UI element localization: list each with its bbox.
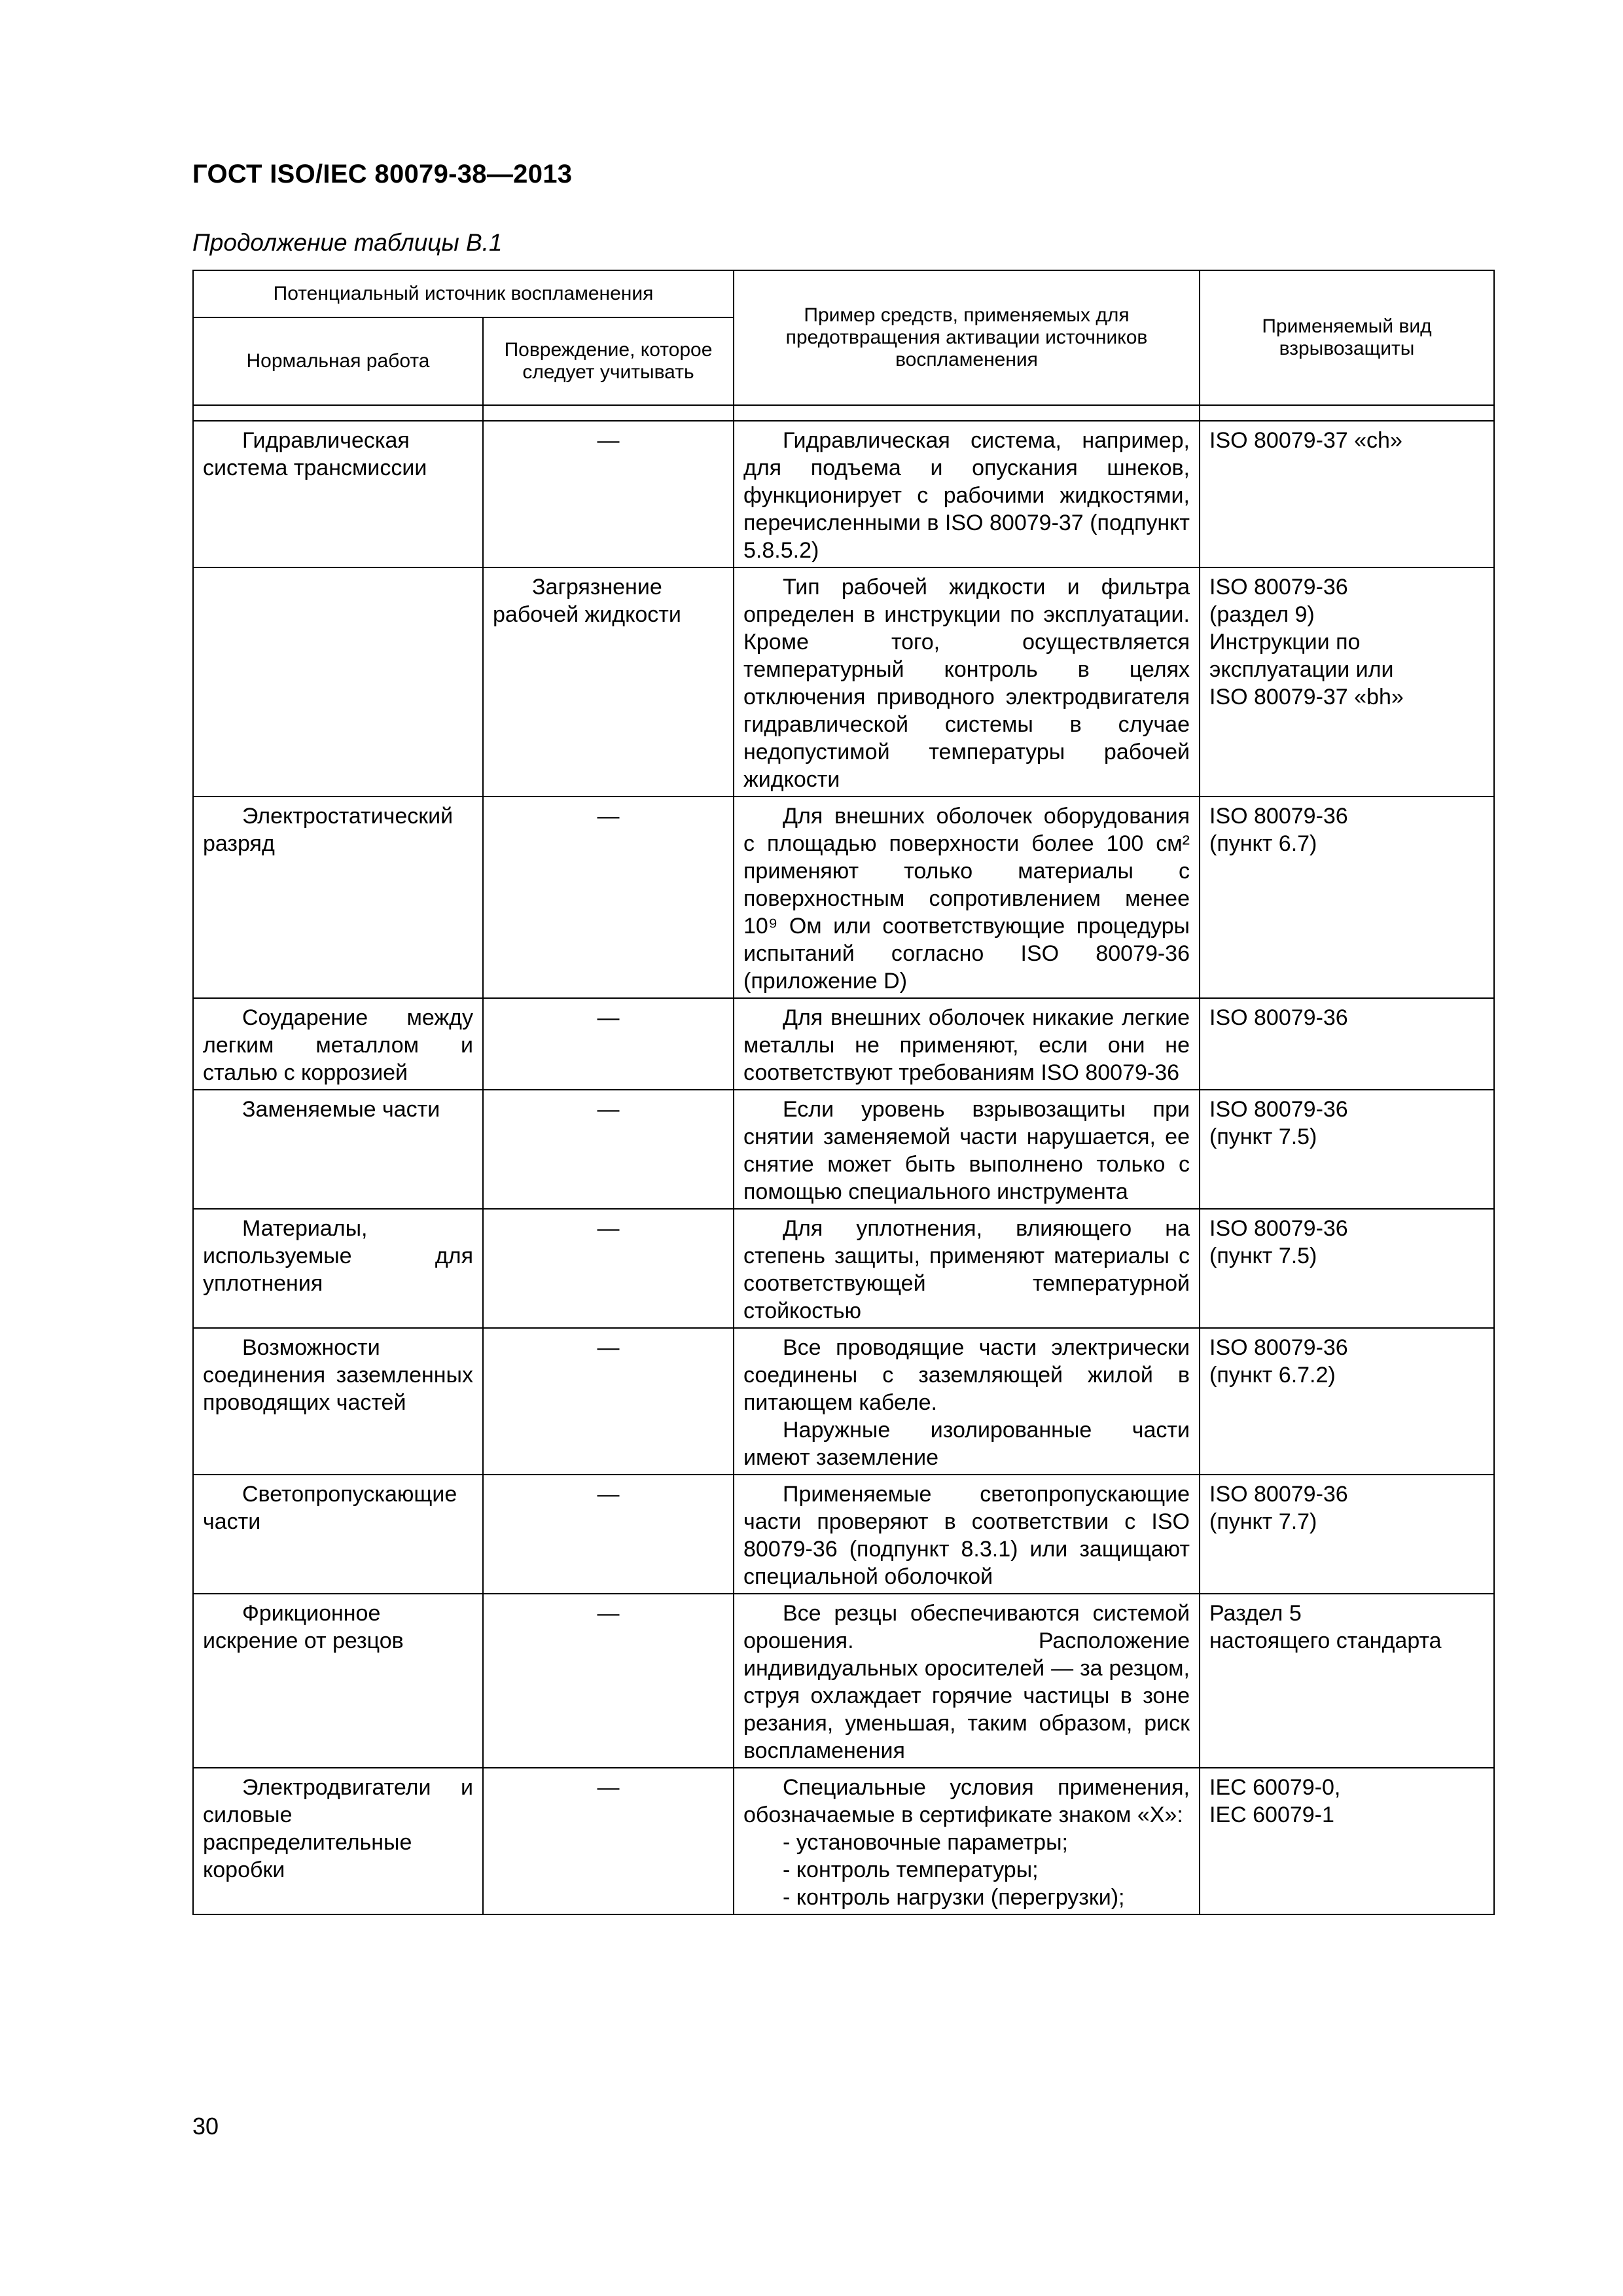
cell-damage: —	[597, 1216, 620, 1241]
document-header: ГОСТ ISO/IEC 80079-38—2013	[192, 160, 573, 188]
table-caption: Продолжение таблицы В.1	[192, 229, 503, 256]
cell-source: Материалы, используемые для уплотнения	[203, 1216, 473, 1296]
cell-source: Электродвигатели и силовые распределительные коробки	[203, 1775, 473, 1882]
cell-example: Тип рабочей жидкости и фильтра определен в инструкции по эксплуатации. Кроме того, осуществляется температурный контроль в целях отключения приводного электродвигателя гидравлической системы в случае недопустимой температуры рабочей жидкости	[743, 575, 1190, 792]
table-row	[193, 1594, 1494, 1768]
cell-protection: ISO 80079-36 (раздел 9) Инструкции по эксплуатации или ISO 80079-37 «bh»	[1200, 567, 1494, 797]
cell-example: Если уровень взрывозащиты при снятии заменяемой части нарушается, ее снятие может быть выполнено только с помощью специального инструмента	[743, 1097, 1190, 1204]
table-container	[192, 270, 1493, 1915]
header-example-means: Пример средств, применяемых для предотвращения активации источников воспламенения	[734, 270, 1200, 405]
header-damage: Повреждение, которое следует учитывать	[483, 317, 734, 405]
cell-damage: —	[597, 1482, 620, 1507]
cell-damage: —	[597, 1005, 620, 1030]
cell-example: Для внешних оболочек никакие легкие металлы не применяют, если они не соответствуют требованиям ISO 80079-36	[743, 1005, 1190, 1085]
cell-protection: ISO 80079-36 (пункт 7.7)	[1200, 1475, 1494, 1594]
cell-protection: Раздел 5 настоящего стандарта	[1200, 1594, 1494, 1768]
cell-damage: —	[597, 804, 620, 829]
header-ignition-source: Потенциальный источник воспламенения	[193, 270, 734, 317]
list-item: - установочные параметры;	[783, 1829, 1190, 1856]
cell-example: Все резцы обеспечиваются системой орошения. Расположение индивидуальных оросителей — за резцом, струя охлаждает горячие частицы в зоне резания, уменьшая, таким образом, риск воспламенения	[743, 1601, 1190, 1763]
table-row	[193, 1475, 1494, 1594]
table-row	[193, 567, 1494, 797]
table-row	[193, 1768, 1494, 1914]
cell-example: Специальные условия применения, обозначаемые в сертификате знаком «Х»:	[743, 1775, 1190, 1827]
ignition-source-table	[192, 270, 1495, 1915]
cell-example: Применяемые светопропускающие части проверяют в соответствии с ISO 80079-36 (подпункт 8.3.1) или защищают специальной оболочкой	[743, 1482, 1190, 1589]
cell-damage: —	[597, 1097, 620, 1122]
header-protection-type: Применяемый вид взрывозащиты	[1200, 270, 1494, 405]
cell-source: Светопропускающие части	[203, 1482, 457, 1534]
table-row	[193, 1328, 1494, 1475]
cell-protection: ISO 80079-36	[1200, 998, 1494, 1090]
table-row	[193, 421, 1494, 567]
cell-source: Гидравлическая система трансмиссии	[203, 428, 427, 480]
table-row	[193, 998, 1494, 1090]
cell-example: Для внешних оболочек оборудования с площадью поверхности более 100 см² применяют только материалы с поверхностным сопротивлением менее 10⁹ Ом или соответствующие процедуры испытаний согласно ISO 80079-36 (приложение D)	[743, 804, 1190, 994]
cell-source: Электростатический разряд	[203, 804, 454, 856]
conditions-list	[783, 1829, 1190, 1911]
cell-example: Все проводящие части электрически соединены с заземляющей жилой в питающем кабеле.	[743, 1335, 1190, 1415]
cell-source: Соударение между легким металлом и сталью с коррозией	[203, 1005, 473, 1085]
cell-example: Гидравлическая система, например, для подъема и опускания шнеков, функционирует с рабочими жидкостями, перечисленными в ISO 80079-37 (подпункт 5.8.5.2)	[743, 428, 1190, 563]
header-normal-operation: Нормальная работа	[193, 317, 483, 405]
cell-protection: IEC 60079-0, IEC 60079-1	[1200, 1768, 1494, 1914]
page-number: 30	[192, 2113, 219, 2140]
cell-damage: —	[597, 428, 620, 453]
cell-protection: ISO 80079-37 «ch»	[1200, 421, 1494, 567]
table-row	[193, 1090, 1494, 1209]
cell-protection: ISO 80079-36 (пункт 6.7)	[1200, 797, 1494, 998]
cell-protection: ISO 80079-36 (пункт 7.5)	[1200, 1209, 1494, 1328]
cell-example-continued: Наружные изолированные части имеют заземление	[743, 1418, 1190, 1470]
cell-damage: —	[597, 1601, 620, 1626]
cell-protection: ISO 80079-36 (пункт 6.7.2)	[1200, 1328, 1494, 1475]
table-row	[193, 797, 1494, 998]
cell-damage: —	[597, 1335, 620, 1360]
cell-damage: Загрязнение рабочей жидкости	[493, 575, 681, 627]
cell-damage: —	[597, 1775, 620, 1800]
list-item: - контроль температуры;	[783, 1856, 1190, 1884]
cell-protection: ISO 80079-36 (пункт 7.5)	[1200, 1090, 1494, 1209]
cell-source: Возможности соединения заземленных проводящих частей	[203, 1335, 473, 1415]
list-item: - контроль нагрузки (перегрузки);	[783, 1884, 1190, 1911]
table-row	[193, 1209, 1494, 1328]
cell-source: Фрикционное искрение от резцов	[203, 1601, 404, 1653]
cell-example: Для уплотнения, влияющего на степень защиты, применяют материалы с соответствующей температурной стойкостью	[743, 1216, 1190, 1323]
cell-source: Заменяемые части	[242, 1097, 440, 1122]
